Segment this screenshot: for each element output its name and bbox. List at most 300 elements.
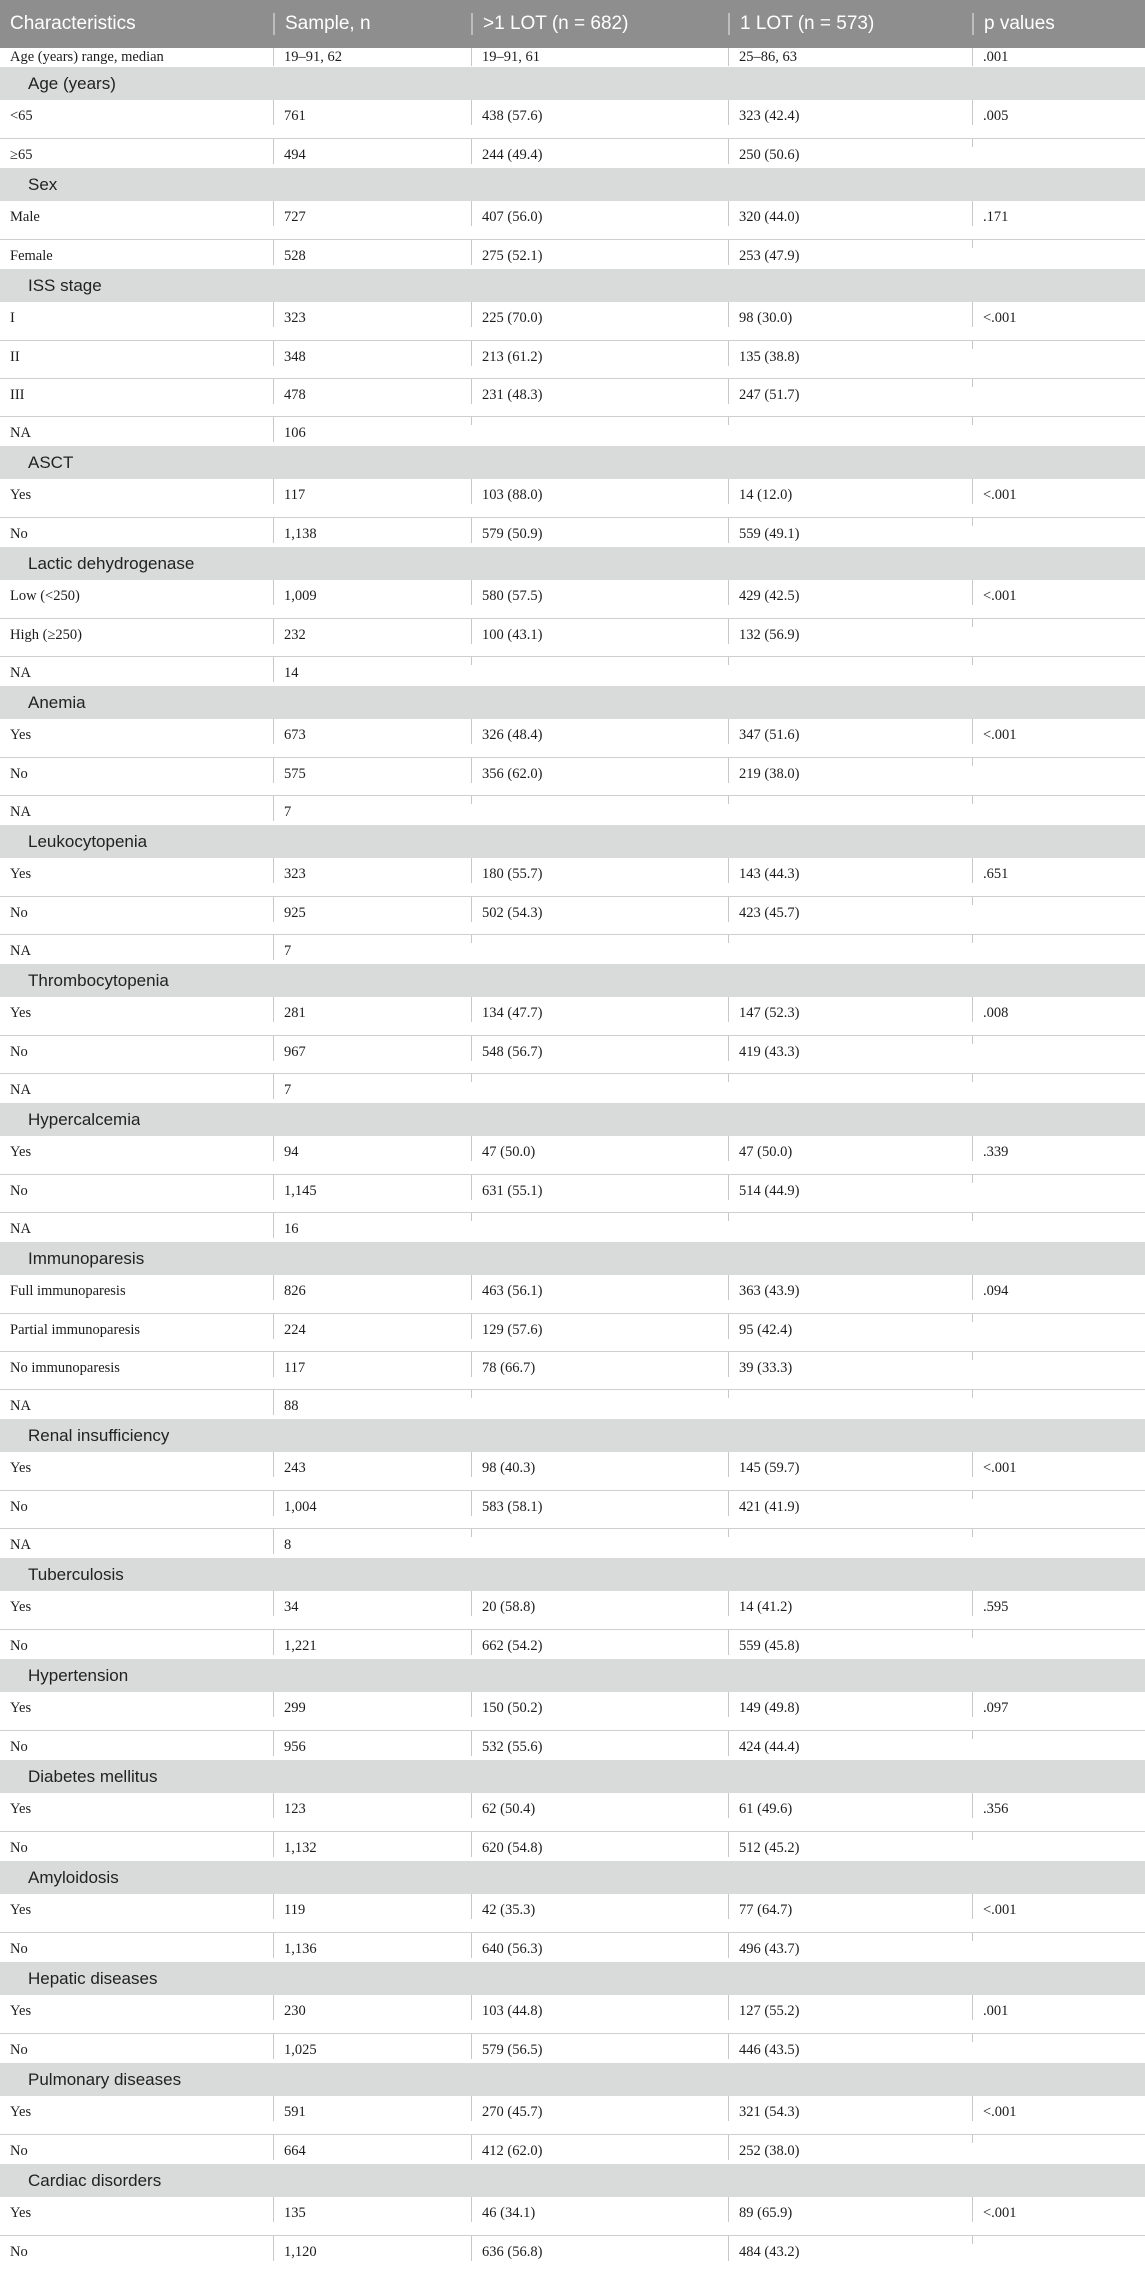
p-value-cell: .356 — [972, 1793, 1145, 1818]
one-lot-cell — [728, 935, 972, 943]
group-title: Renal insufficiency — [28, 1425, 170, 1445]
p-value-cell — [972, 657, 1145, 665]
table-row — [0, 1351, 1145, 1389]
table-row — [0, 618, 1145, 656]
sample-cell: 591 — [273, 2096, 471, 2121]
p-value-cell: .005 — [972, 100, 1145, 125]
characteristic-cell: NA — [10, 425, 31, 441]
table-row — [0, 795, 1145, 825]
more-than-one-lot-cell — [471, 796, 728, 804]
characteristic-cell: Yes — [10, 2003, 32, 2019]
header-more-than-one-lot: >1 LOT (n = 682) — [471, 13, 728, 35]
sample-cell: 575 — [273, 758, 471, 783]
sample-cell: 1,120 — [273, 2236, 471, 2261]
table-row — [0, 1490, 1145, 1528]
sample-cell: 119 — [273, 1894, 471, 1919]
more-than-one-lot-cell: 134 (47.7) — [471, 997, 728, 1022]
sample-cell: 1,009 — [273, 580, 471, 605]
table-row — [0, 719, 1145, 757]
characteristic-cell: Yes — [10, 1005, 32, 1021]
characteristic-cell: NA — [10, 1082, 31, 1098]
table-row — [0, 1831, 1145, 1861]
group-header — [0, 686, 1145, 719]
table-row — [0, 757, 1145, 795]
one-lot-cell: 89 (65.9) — [728, 2197, 972, 2222]
sample-cell: 323 — [273, 858, 471, 883]
one-lot-cell: 77 (64.7) — [728, 1894, 972, 1919]
header-one-lot: 1 LOT (n = 573) — [728, 13, 972, 35]
header-p-values: p values — [972, 13, 1145, 35]
more-than-one-lot-cell: 103 (88.0) — [471, 479, 728, 504]
p-value-cell — [972, 2236, 1145, 2244]
more-than-one-lot-cell: 244 (49.4) — [471, 139, 728, 164]
header-characteristics: Characteristics — [10, 13, 136, 34]
more-than-one-lot-cell: 532 (55.6) — [471, 1731, 728, 1756]
more-than-one-lot-cell — [471, 657, 728, 665]
characteristic-cell: ≥65 — [10, 147, 33, 163]
characteristic-cell: High (≥250) — [10, 627, 82, 643]
group-title: Leukocytopenia — [28, 831, 148, 851]
p-value-cell — [972, 341, 1145, 349]
header-sample: Sample, n — [273, 13, 471, 35]
sample-cell: 478 — [273, 379, 471, 404]
characteristic-cell: No — [10, 1499, 28, 1515]
table-row — [0, 1389, 1145, 1419]
more-than-one-lot-cell — [471, 1213, 728, 1221]
group-title: Sex — [28, 174, 58, 194]
characteristic-cell: No — [10, 2143, 28, 2159]
more-than-one-lot-cell: 20 (58.8) — [471, 1591, 728, 1616]
table-body — [0, 48, 1145, 2270]
one-lot-cell: 347 (51.6) — [728, 719, 972, 744]
sample-cell: 123 — [273, 1793, 471, 1818]
group-title: Tuberculosis — [28, 1564, 124, 1584]
one-lot-cell: 320 (44.0) — [728, 201, 972, 226]
group-title: ASCT — [28, 452, 74, 472]
characteristic-cell: Yes — [10, 866, 32, 882]
more-than-one-lot-cell: 636 (56.8) — [471, 2236, 728, 2261]
sample-cell: 232 — [273, 619, 471, 644]
sample-cell: 1,025 — [273, 2034, 471, 2059]
sample-cell: 967 — [273, 1036, 471, 1061]
table-row — [0, 201, 1145, 239]
table-row — [0, 1136, 1145, 1174]
table-row — [0, 479, 1145, 517]
group-header — [0, 168, 1145, 201]
sample-cell: 348 — [273, 341, 471, 366]
p-value-cell: <.001 — [972, 1452, 1145, 1477]
more-than-one-lot-cell — [471, 1529, 728, 1537]
p-value-cell — [972, 1630, 1145, 1638]
p-value-cell: <.001 — [972, 580, 1145, 605]
sample-cell: 494 — [273, 139, 471, 164]
characteristic-cell: No immunoparesis — [10, 1360, 120, 1376]
sample-cell: 299 — [273, 1692, 471, 1717]
more-than-one-lot-cell: 579 (50.9) — [471, 518, 728, 543]
characteristic-cell: NA — [10, 1398, 31, 1414]
more-than-one-lot-cell: 502 (54.3) — [471, 897, 728, 922]
p-value-cell: .094 — [972, 1275, 1145, 1300]
more-than-one-lot-cell: 213 (61.2) — [471, 341, 728, 366]
group-header — [0, 547, 1145, 580]
sample-cell: 34 — [273, 1591, 471, 1616]
one-lot-cell: 61 (49.6) — [728, 1793, 972, 1818]
one-lot-cell: 321 (54.3) — [728, 2096, 972, 2121]
table-row — [0, 2033, 1145, 2063]
one-lot-cell: 559 (45.8) — [728, 1630, 972, 1655]
one-lot-cell: 419 (43.3) — [728, 1036, 972, 1061]
one-lot-cell — [728, 1390, 972, 1398]
characteristic-cell: <65 — [10, 108, 33, 124]
group-title: Hypertension — [28, 1665, 129, 1685]
table-row — [0, 2096, 1145, 2134]
table-row — [0, 858, 1145, 896]
p-value-cell: <.001 — [972, 302, 1145, 327]
one-lot-cell — [728, 1074, 972, 1082]
more-than-one-lot-cell: 407 (56.0) — [471, 201, 728, 226]
table-row — [0, 1035, 1145, 1073]
table-row — [0, 2134, 1145, 2164]
characteristic-cell: Yes — [10, 1144, 32, 1160]
sample-cell: 761 — [273, 100, 471, 125]
p-value-cell: .171 — [972, 201, 1145, 226]
characteristic-cell: No — [10, 766, 28, 782]
sample-cell: 664 — [273, 2135, 471, 2160]
characteristic-cell: No — [10, 1941, 28, 1957]
table-row — [0, 1452, 1145, 1490]
one-lot-cell: 252 (38.0) — [728, 2135, 972, 2160]
table-header — [0, 0, 1145, 48]
group-header — [0, 1242, 1145, 1275]
group-header — [0, 1861, 1145, 1894]
characteristic-cell: Partial immunoparesis — [10, 1322, 141, 1338]
table-row — [0, 1629, 1145, 1659]
one-lot-cell: 423 (45.7) — [728, 897, 972, 922]
p-value-cell: <.001 — [972, 2197, 1145, 2222]
group-title: Immunoparesis — [28, 1248, 145, 1268]
group-title: Pulmonary diseases — [28, 2069, 182, 2089]
p-value-cell — [972, 1933, 1145, 1941]
one-lot-cell: 147 (52.3) — [728, 997, 972, 1022]
one-lot-cell: 127 (55.2) — [728, 1995, 972, 2020]
more-than-one-lot-cell: 270 (45.7) — [471, 2096, 728, 2121]
table-row — [0, 1073, 1145, 1103]
one-lot-cell: 145 (59.7) — [728, 1452, 972, 1477]
characteristic-cell: Yes — [10, 2104, 32, 2120]
table-row — [0, 1313, 1145, 1351]
p-value-cell: .008 — [972, 997, 1145, 1022]
characteristic-cell: No — [10, 1638, 28, 1654]
characteristic-cell: Male — [10, 209, 40, 225]
more-than-one-lot-cell: 42 (35.3) — [471, 1894, 728, 1919]
characteristic-cell: NA — [10, 1537, 31, 1553]
more-than-one-lot-cell: 662 (54.2) — [471, 1630, 728, 1655]
table-row — [0, 580, 1145, 618]
one-lot-cell: 135 (38.8) — [728, 341, 972, 366]
characteristic-cell: Full immunoparesis — [10, 1283, 126, 1299]
characteristic-cell: Low (<250) — [10, 588, 80, 604]
sample-cell: 956 — [273, 1731, 471, 1756]
sample-cell: 94 — [273, 1136, 471, 1161]
more-than-one-lot-cell: 231 (48.3) — [471, 379, 728, 404]
p-value-cell — [972, 1175, 1145, 1183]
table-row — [0, 100, 1145, 138]
p-value-cell — [972, 1529, 1145, 1537]
one-lot-cell — [728, 1529, 972, 1537]
p-value-cell: <.001 — [972, 479, 1145, 504]
table-row — [0, 1692, 1145, 1730]
characteristic-cell: Yes — [10, 2205, 32, 2221]
more-than-one-lot-cell: 326 (48.4) — [471, 719, 728, 744]
table-row — [0, 239, 1145, 269]
sample-cell: 7 — [273, 935, 471, 960]
characteristic-cell: Yes — [10, 1700, 32, 1716]
group-title: Hepatic diseases — [28, 1968, 158, 1988]
sample-cell: 925 — [273, 897, 471, 922]
sample-cell: 1,004 — [273, 1491, 471, 1516]
p-value-cell: .097 — [972, 1692, 1145, 1717]
one-lot-cell: 247 (51.7) — [728, 379, 972, 404]
one-lot-cell — [728, 796, 972, 804]
group-header — [0, 1659, 1145, 1692]
sample-cell: 117 — [273, 479, 471, 504]
sample-cell: 16 — [273, 1213, 471, 1238]
table-row — [0, 340, 1145, 378]
p-value-cell: <.001 — [972, 1894, 1145, 1919]
group-title: Cardiac disorders — [28, 2170, 162, 2190]
sample-cell: 727 — [273, 201, 471, 226]
more-than-one-lot-cell: 620 (54.8) — [471, 1832, 728, 1857]
one-lot-cell: 514 (44.9) — [728, 1175, 972, 1200]
sample-cell: 7 — [273, 796, 471, 821]
table-row — [0, 656, 1145, 686]
sample-cell: 106 — [273, 417, 471, 442]
p-value-cell — [972, 1731, 1145, 1739]
group-header — [0, 269, 1145, 302]
characteristic-cell: Yes — [10, 727, 32, 743]
one-lot-cell: 512 (45.2) — [728, 1832, 972, 1857]
one-lot-cell: 143 (44.3) — [728, 858, 972, 883]
p-value-cell — [972, 139, 1145, 147]
one-lot-cell: 429 (42.5) — [728, 580, 972, 605]
table-row — [0, 1275, 1145, 1313]
more-than-one-lot-cell: 580 (57.5) — [471, 580, 728, 605]
p-value-cell — [972, 897, 1145, 905]
more-than-one-lot-cell: 100 (43.1) — [471, 619, 728, 644]
characteristic-cell: NA — [10, 665, 31, 681]
table-row — [0, 934, 1145, 964]
table-row — [0, 138, 1145, 168]
characteristic-cell: Female — [10, 248, 53, 264]
one-lot-cell: 421 (41.9) — [728, 1491, 972, 1516]
table-row — [0, 1894, 1145, 1932]
p-value-cell — [972, 1036, 1145, 1044]
characteristic-cell: Yes — [10, 487, 32, 503]
characteristic-cell: II — [10, 349, 20, 365]
table-row — [0, 1932, 1145, 1962]
more-than-one-lot-cell: 62 (50.4) — [471, 1793, 728, 1818]
one-lot-cell: 484 (43.2) — [728, 2236, 972, 2261]
table-row — [0, 2235, 1145, 2270]
group-header — [0, 67, 1145, 100]
sample-cell: 1,221 — [273, 1630, 471, 1655]
group-header — [0, 446, 1145, 479]
one-lot-cell: 424 (44.4) — [728, 1731, 972, 1756]
p-value-cell: .001 — [972, 1995, 1145, 2020]
sample-cell: 528 — [273, 240, 471, 265]
sample-cell: 88 — [273, 1390, 471, 1415]
characteristic-cell: Age (years) range, median — [10, 49, 164, 65]
more-than-one-lot-cell: 356 (62.0) — [471, 758, 728, 783]
group-header — [0, 964, 1145, 997]
table-row — [0, 378, 1145, 416]
p-value-cell — [972, 619, 1145, 627]
characteristic-cell: Yes — [10, 1902, 32, 1918]
sample-cell: 8 — [273, 1529, 471, 1554]
group-title: Amyloidosis — [28, 1867, 119, 1887]
characteristic-cell: Yes — [10, 1599, 32, 1615]
characteristic-cell: No — [10, 2042, 28, 2058]
more-than-one-lot-cell: 225 (70.0) — [471, 302, 728, 327]
p-value-cell: .339 — [972, 1136, 1145, 1161]
more-than-one-lot-cell: 46 (34.1) — [471, 2197, 728, 2222]
characteristic-cell: NA — [10, 1221, 31, 1237]
more-than-one-lot-cell: 275 (52.1) — [471, 240, 728, 265]
table-row — [0, 416, 1145, 446]
p-value-cell — [972, 1832, 1145, 1840]
more-than-one-lot-cell: 583 (58.1) — [471, 1491, 728, 1516]
more-than-one-lot-cell: 548 (56.7) — [471, 1036, 728, 1061]
sample-cell: 230 — [273, 1995, 471, 2020]
table-row — [0, 48, 1145, 67]
sample-cell: 7 — [273, 1074, 471, 1099]
more-than-one-lot-cell: 19–91, 61 — [471, 48, 728, 66]
group-title: Thrombocytopenia — [28, 970, 169, 990]
table-row — [0, 1591, 1145, 1629]
characteristic-cell: No — [10, 1183, 28, 1199]
one-lot-cell: 98 (30.0) — [728, 302, 972, 327]
characteristic-cell: III — [10, 387, 25, 403]
p-value-cell — [972, 1074, 1145, 1082]
p-value-cell: .001 — [972, 48, 1145, 66]
one-lot-cell: 496 (43.7) — [728, 1933, 972, 1958]
table-row — [0, 1730, 1145, 1760]
table-row — [0, 1212, 1145, 1242]
p-value-cell — [972, 796, 1145, 804]
p-value-cell — [972, 417, 1145, 425]
one-lot-cell — [728, 1213, 972, 1221]
sample-cell: 135 — [273, 2197, 471, 2222]
one-lot-cell: 39 (33.3) — [728, 1352, 972, 1377]
one-lot-cell: 132 (56.9) — [728, 619, 972, 644]
one-lot-cell: 149 (49.8) — [728, 1692, 972, 1717]
p-value-cell — [972, 758, 1145, 766]
group-header — [0, 1760, 1145, 1793]
characteristic-cell: Yes — [10, 1460, 32, 1476]
more-than-one-lot-cell: 412 (62.0) — [471, 2135, 728, 2160]
more-than-one-lot-cell: 78 (66.7) — [471, 1352, 728, 1377]
p-value-cell — [972, 518, 1145, 526]
group-header — [0, 1103, 1145, 1136]
p-value-cell: .651 — [972, 858, 1145, 883]
characteristic-cell: No — [10, 526, 28, 542]
more-than-one-lot-cell: 150 (50.2) — [471, 1692, 728, 1717]
p-value-cell — [972, 2034, 1145, 2042]
table-row — [0, 517, 1145, 547]
characteristic-cell: No — [10, 2244, 28, 2260]
more-than-one-lot-cell: 631 (55.1) — [471, 1175, 728, 1200]
p-value-cell — [972, 1314, 1145, 1322]
p-value-cell — [972, 1491, 1145, 1499]
more-than-one-lot-cell: 579 (56.5) — [471, 2034, 728, 2059]
sample-cell: 323 — [273, 302, 471, 327]
characteristic-cell: I — [10, 310, 15, 326]
table-row — [0, 1995, 1145, 2033]
one-lot-cell: 14 (12.0) — [728, 479, 972, 504]
p-value-cell — [972, 935, 1145, 943]
group-header — [0, 1962, 1145, 1995]
more-than-one-lot-cell: 103 (44.8) — [471, 1995, 728, 2020]
one-lot-cell: 363 (43.9) — [728, 1275, 972, 1300]
p-value-cell — [972, 240, 1145, 248]
group-title: Diabetes mellitus — [28, 1766, 158, 1786]
more-than-one-lot-cell: 98 (40.3) — [471, 1452, 728, 1477]
table-row — [0, 896, 1145, 934]
table-row — [0, 1793, 1145, 1831]
group-header — [0, 825, 1145, 858]
group-title: ISS stage — [28, 275, 102, 295]
sample-cell: 281 — [273, 997, 471, 1022]
more-than-one-lot-cell: 180 (55.7) — [471, 858, 728, 883]
more-than-one-lot-cell — [471, 1390, 728, 1398]
group-title: Hypercalcemia — [28, 1109, 141, 1129]
characteristic-cell: Yes — [10, 1801, 32, 1817]
sample-cell: 673 — [273, 719, 471, 744]
p-value-cell — [972, 1352, 1145, 1360]
one-lot-cell — [728, 417, 972, 425]
characteristic-cell: No — [10, 1044, 28, 1060]
characteristic-cell: NA — [10, 804, 31, 820]
characteristic-cell: No — [10, 905, 28, 921]
p-value-cell — [972, 1213, 1145, 1221]
sample-cell: 19–91, 62 — [273, 48, 471, 66]
more-than-one-lot-cell: 438 (57.6) — [471, 100, 728, 125]
p-value-cell — [972, 2135, 1145, 2143]
characteristic-cell: NA — [10, 943, 31, 959]
one-lot-cell: 219 (38.0) — [728, 758, 972, 783]
table-row — [0, 997, 1145, 1035]
p-value-cell: .595 — [972, 1591, 1145, 1616]
characteristic-cell: No — [10, 1840, 28, 1856]
one-lot-cell: 25–86, 63 — [728, 48, 972, 66]
group-header — [0, 2164, 1145, 2197]
characteristic-cell: No — [10, 1739, 28, 1755]
more-than-one-lot-cell: 129 (57.6) — [471, 1314, 728, 1339]
more-than-one-lot-cell — [471, 417, 728, 425]
sample-cell: 1,136 — [273, 1933, 471, 1958]
one-lot-cell: 47 (50.0) — [728, 1136, 972, 1161]
table-row — [0, 302, 1145, 340]
table-row — [0, 2197, 1145, 2235]
table-row — [0, 1174, 1145, 1212]
sample-cell: 826 — [273, 1275, 471, 1300]
one-lot-cell: 323 (42.4) — [728, 100, 972, 125]
one-lot-cell: 250 (50.6) — [728, 139, 972, 164]
sample-cell: 117 — [273, 1352, 471, 1377]
sample-cell: 1,132 — [273, 1832, 471, 1857]
group-header — [0, 1419, 1145, 1452]
p-value-cell — [972, 1390, 1145, 1398]
